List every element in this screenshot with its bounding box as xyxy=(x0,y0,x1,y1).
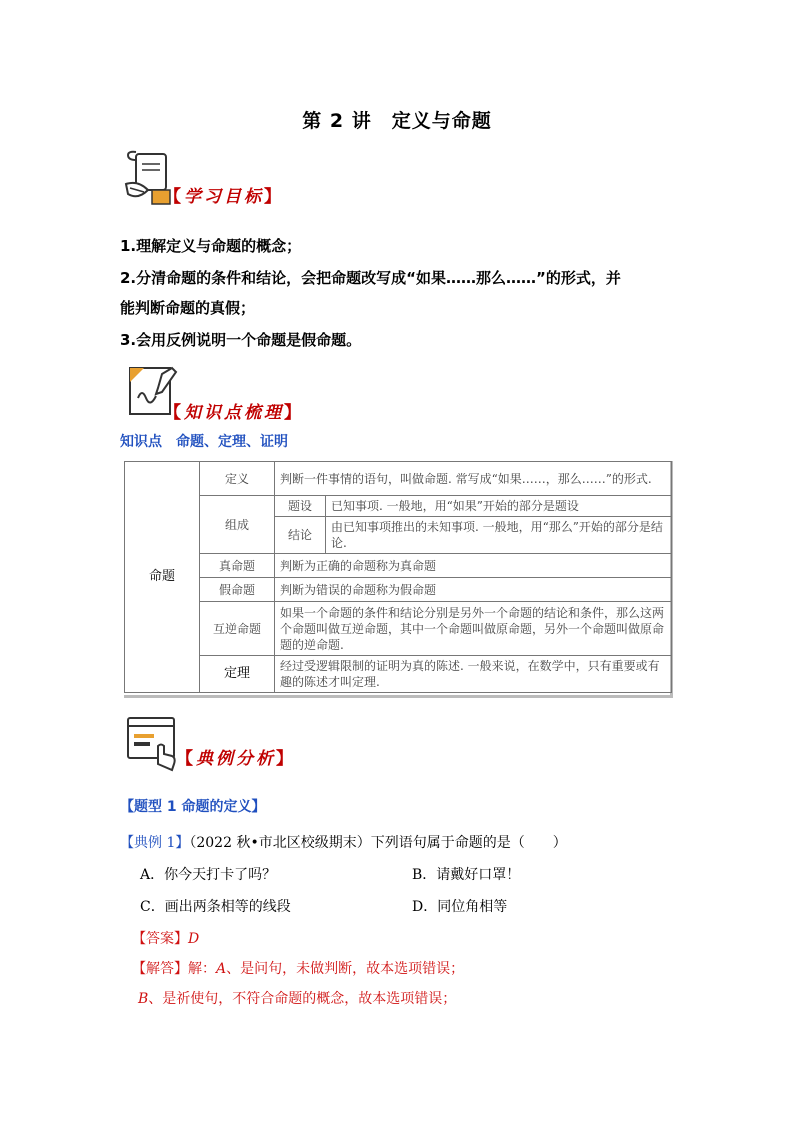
example-question-text: 下列语句属于命题的是（ ） xyxy=(370,835,567,851)
page-title: 第 2 讲 定义与命题 xyxy=(302,110,492,132)
answer-value: D xyxy=(188,931,200,947)
table-cell-jia: 假命题 xyxy=(200,578,275,602)
table-cell-dingyi: 定义 xyxy=(200,462,275,496)
table-cell-jia-text: 判断为错误的命题称为假命题 xyxy=(275,578,672,602)
table-cell-jielun-text: 由已知事项推出的未知事项. 一般地，用“那么”开始的部分是结论. xyxy=(326,517,672,554)
table-shadow xyxy=(124,695,673,698)
table-cell-huni-text: 如果一个命题的条件和结论分别是另外一个命题的结论和条件，那么这两个命题叫做互逆命题，其中一个命题叫做原命题，另外一个命题叫做原命题的逆命题. xyxy=(275,602,672,656)
table-cell-dingyi-text: 判断一件事情的语句，叫做命题. 常写成“如果……，那么……”的形式. xyxy=(275,462,672,496)
table-cell-huni: 互逆命题 xyxy=(200,602,275,656)
table-cell-tishe: 题设 xyxy=(275,496,326,517)
solution-text-b: 、是祈使句，不符合命题的概念，故本选项错误； xyxy=(148,991,457,1007)
knowledge-table xyxy=(124,461,672,693)
answer-line xyxy=(132,928,199,948)
solution-prefix: 解： xyxy=(188,961,216,977)
solution-line-1 xyxy=(132,958,464,978)
goal-item: 能判断命题的真假； xyxy=(120,299,256,317)
option-c: C．画出两条相等的线段 xyxy=(140,899,291,915)
solution-text-a: 、是问句，未做判断，故本选项错误； xyxy=(226,961,465,977)
table-cell-jielun: 结论 xyxy=(275,517,326,554)
question-type-heading: 【题型 1 命题的定义】 xyxy=(120,799,266,815)
table-cell-mingti: 命题 xyxy=(125,462,200,693)
goal-item: 1.理解定义与命题的概念； xyxy=(120,237,302,255)
example-label: 【典例 1】 xyxy=(120,835,190,851)
answer-label: 【答案】 xyxy=(132,931,188,947)
table-cell-zhen-text: 判断为正确的命题称为真命题 xyxy=(275,554,672,578)
solution-line-2 xyxy=(138,988,456,1008)
option-a: A．你今天打卡了吗？ xyxy=(140,867,277,883)
knowledge-point-heading: 知识点 命题、定理、证明 xyxy=(120,434,288,450)
goal-item: 3.会用反例说明一个命题是假命题。 xyxy=(120,331,362,349)
goal-item: 2.分清命题的条件和结论，会把命题改写成“如果……那么……”的形式，并 xyxy=(120,269,621,287)
table-cell-zhen: 真命题 xyxy=(200,554,275,578)
table-cell-zucheng: 组成 xyxy=(200,496,275,554)
table-cell-dingli: 定理 xyxy=(200,656,275,693)
solution-letter-b: B xyxy=(138,991,149,1007)
screen-hand-icon xyxy=(124,714,182,772)
solution-label: 【解答】 xyxy=(132,961,188,977)
solution-letter-a: A xyxy=(216,961,227,977)
option-d: D．同位角相等 xyxy=(412,899,508,915)
section-examples-label: 【典例分析】 xyxy=(176,749,296,769)
table-cell-tishe-text: 已知事项. 一般地，用“如果”开始的部分是题设 xyxy=(326,496,672,517)
table-cell-dingli-text: 经过受逻辑限制的证明为真的陈述. 一般来说，在数学中，只有重要或有趣的陈述才叫定理. xyxy=(275,656,672,693)
section-goals-label: 【学习目标】 xyxy=(164,187,284,207)
example-question xyxy=(120,832,567,852)
option-b: B．请戴好口罩！ xyxy=(412,867,521,883)
example-source: （2022 秋•市北区校级期末） xyxy=(189,835,371,851)
section-knowledge-label: 【知识点梳理】 xyxy=(164,403,304,423)
